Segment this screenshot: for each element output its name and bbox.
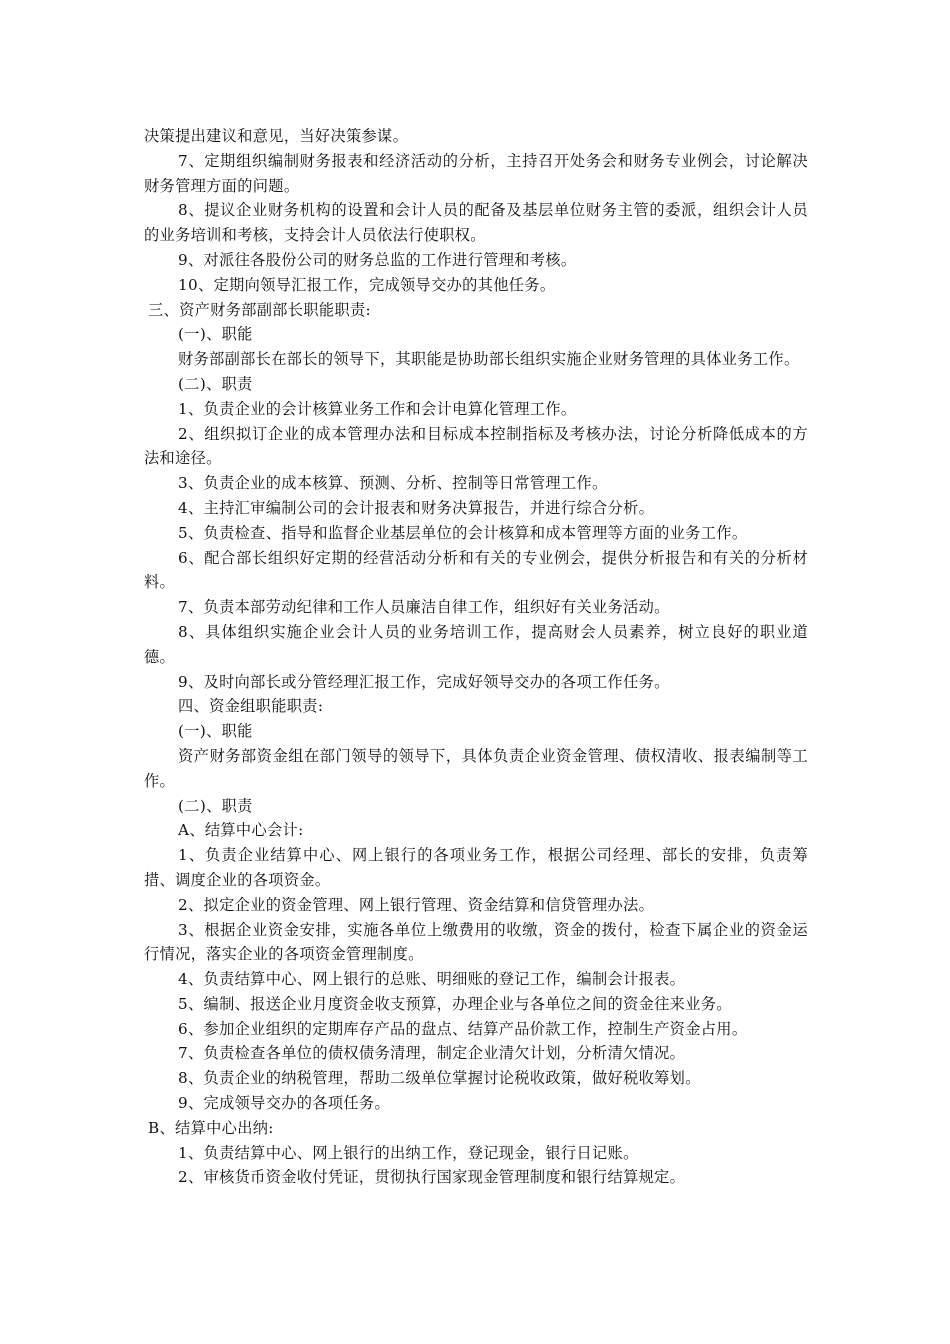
- paragraph: 7、定期组织编制财务报表和经济活动的分析，主持召开处务会和财务专业例会，讨论解决财务管理方面的问题。: [144, 151, 808, 195]
- section-heading: 三、资产财务部副部长职能职责:: [148, 300, 371, 319]
- list-item: 2、审核货币资金收付凭证，贯彻执行国家现金管理制度和银行结算规定。: [178, 1168, 686, 1187]
- list-item: 7、负责本部劳动纪律和工作人员廉洁自律工作，组织好有关业务活动。: [178, 598, 670, 617]
- list-item: 1、负责企业的会计核算业务工作和会计电算化管理工作。: [178, 399, 577, 418]
- subsection-heading: A、结算中心会计:: [178, 821, 304, 840]
- subsection-heading: B、结算中心出纳:: [148, 1118, 274, 1137]
- paragraph: 9、对派往各股份公司的财务总监的工作进行管理和考核。: [178, 250, 577, 269]
- list-item: 8、负责企业的纳税管理，帮助二级单位掌握讨论税收政策，做好税收筹划。: [178, 1069, 701, 1088]
- paragraph: 资产财务部资金组在部门领导的领导下，具体负责企业资金管理、债权清收、报表编制等工作。: [144, 746, 808, 790]
- list-item: 1、负责企业结算中心、网上银行的各项业务工作，根据公司经理、部长的安排，负责筹措、调度企业的各项资金。: [144, 846, 808, 889]
- paragraph: 10、定期向领导汇报工作，完成领导交办的其他任务。: [178, 275, 556, 294]
- list-item: 9、完成领导交办的各项任务。: [178, 1094, 391, 1113]
- subsection-heading: (二)、职责: [178, 374, 253, 393]
- list-item: 6、参加企业组织的定期库存产品的盘点、结算产品价款工作，控制生产资金占用。: [178, 1019, 748, 1038]
- subsection-heading: (一)、职能: [178, 722, 253, 741]
- list-item: 5、编制、报送企业月度资金收支预算，办理企业与各单位之间的资金往来业务。: [178, 994, 732, 1013]
- list-item: 6、配合部长组织好定期的经营活动分析和有关的专业例会，提供分析报告和有关的分析材料。: [144, 548, 808, 592]
- list-item: 2、组织拟订企业的成本管理办法和目标成本控制指标及考核办法，讨论分析降低成本的方法和途径。: [144, 424, 808, 468]
- list-item: 4、主持汇审编制公司的会计报表和财务决算报告，并进行综合分析。: [178, 498, 655, 517]
- list-item: 9、及时向部长或分管经理汇报工作，完成好领导交办的各项工作任务。: [178, 672, 670, 691]
- list-item: 8、具体组织实施企业会计人员的业务培训工作，提高财会人员素养，树立良好的职业道德。: [144, 622, 808, 666]
- section-heading: 四、资金组职能职责:: [178, 697, 324, 716]
- list-item: 1、负责结算中心、网上银行的出纳工作，登记现金，银行日记账。: [178, 1143, 639, 1162]
- paragraph: 8、提议企业财务机构的设置和会计人员的配备及基层单位财务主管的委派，组织会计人员的业务培训和考核，支持会计人员依法行使职权。: [144, 201, 808, 245]
- subsection-heading: (二)、职责: [178, 796, 253, 815]
- subsection-heading: (一)、职能: [178, 325, 253, 344]
- document-body: [144, 124, 808, 1190]
- paragraph: 财务部副部长在部长的领导下，其职能是协助部长组织实施企业财务管理的具体业务工作。: [178, 350, 800, 369]
- paragraph: 决策提出建议和意见，当好决策参谋。: [144, 127, 409, 145]
- list-item: 2、拟定企业的资金管理、网上银行管理、资金结算和信贷管理办法。: [178, 895, 655, 914]
- list-item: 4、负责结算中心、网上银行的总账、明细账的登记工作，编制会计报表。: [178, 970, 686, 989]
- list-item: 5、负责检查、指导和监督企业基层单位的会计核算和成本管理等方面的业务工作。: [178, 523, 748, 542]
- list-item: 3、负责企业的成本核算、预测、分析、控制等日常管理工作。: [178, 474, 608, 493]
- list-item: 3、根据企业资金安排，实施各单位上缴费用的收缴，资金的拨付，检查下属企业的资金运行情况，落实企业的各项资金管理制度。: [144, 920, 808, 964]
- list-item: 7、负责检查各单位的债权债务清理，制定企业清欠计划，分析清欠情况。: [178, 1044, 686, 1063]
